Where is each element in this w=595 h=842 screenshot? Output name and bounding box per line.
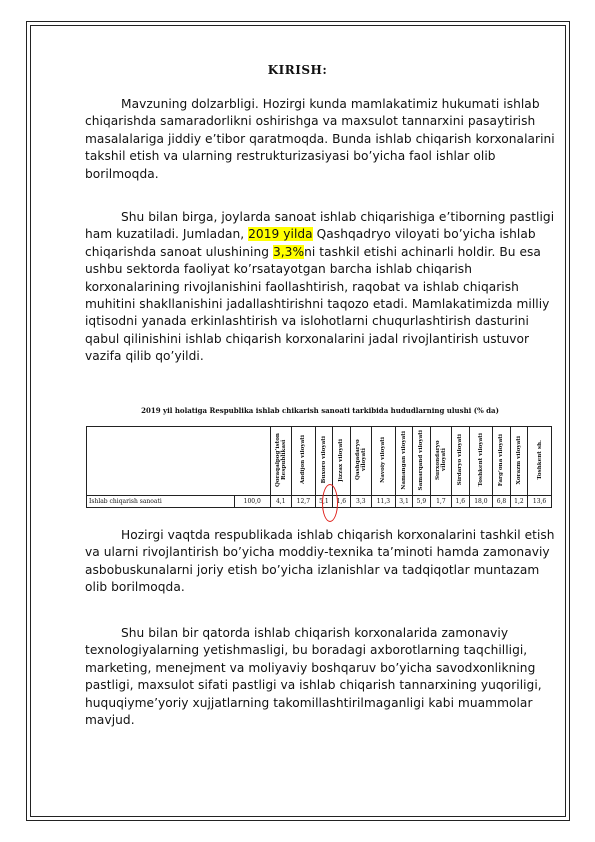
- header-cell: Andijon viloyati: [291, 427, 315, 496]
- total-cell: 100,0: [234, 496, 270, 508]
- highlight-year: 2019 yilda: [248, 227, 313, 242]
- header-cell: Qashqadaryo viloyati: [350, 427, 371, 496]
- table-header-row: [87, 427, 552, 496]
- value-cell: 1,2: [510, 496, 527, 508]
- value-cell: 5,9: [413, 496, 430, 508]
- header-blank-cell: [87, 427, 271, 496]
- paragraph-text: Shu bilan bir qatorda ishlab chiqarish korxonalarida zamonaviy texnologiyalarning yetishmasligi, bu boradagi axborotlarning taqchilligi, marketing, menejment va moliyaviy boshqaruv bo’yicha savodxonlikning pastligi, maxsulot sifati pastligi va ishlab chiqarish tannarxining yuqoriligi, huquqiyme’yoriy xujjatlarning takomillashtirilmaganligi kabi muammolar mavjud.: [85, 626, 542, 728]
- header-cell: Qoraqalpog’iston Respublikasi: [270, 427, 291, 496]
- highlight-percent: 3,3%: [272, 244, 305, 259]
- header-cell: Namangan viloyati: [395, 427, 412, 496]
- paragraph-text-b: Qashqadryo viloyati bo’yicha ishlab chiqarishda sanoat ulushining: [85, 227, 536, 259]
- header-cell: Surxondaryo viloyati: [430, 427, 451, 496]
- value-cell: 1,6: [452, 496, 469, 508]
- regional-share-table: [86, 426, 552, 508]
- value-cell: 13,6: [528, 496, 552, 508]
- section-title: KIRISH:: [267, 63, 328, 77]
- value-cell: 12,7: [291, 496, 315, 508]
- paragraph-research: [85, 527, 555, 597]
- header-cell: Buxoro viloyati: [315, 427, 332, 496]
- value-cell-highlighted: 3,3: [350, 496, 371, 508]
- row-label: Ishlab chiqarish sanoati: [87, 496, 235, 508]
- value-cell: 5,1: [315, 496, 332, 508]
- value-cell: 4,1: [270, 496, 291, 508]
- header-cell: Xorazm viloyati: [510, 427, 527, 496]
- header-cell: Toshkent sh.: [528, 427, 552, 496]
- header-cell: Samarqand viloyati: [413, 427, 430, 496]
- value-cell: 1,7: [430, 496, 451, 508]
- paragraph-relevance: [85, 96, 555, 183]
- value-cell: 3,1: [395, 496, 412, 508]
- header-cell: Farg’ona viloyati: [493, 427, 510, 496]
- header-cell: Navoiy viloyati: [372, 427, 396, 496]
- paragraph-industry-share: [85, 209, 555, 366]
- table-row: [87, 496, 552, 508]
- header-cell: Sirdaryo viloyati: [452, 427, 469, 496]
- paragraph-text: Hozirgi vaqtda respublikada ishlab chiqarish korxonalarini tashkil etish va ularni rivojlantirish bo’yicha moddiy-texnika ta’minoti hamda zamonaviy asbobuskunalarni joriy etish bo’yicha izlanishlar va tadqiqotlar muntazam olib borilmoqda.: [85, 528, 555, 595]
- value-cell: 6,8: [493, 496, 510, 508]
- paragraph-text-c: ni tashkil etishi achinarli holdir. Bu esa ushbu sektorda faoliyat ko’rsatayotgan barcha ishlab chiqarish korxonalarining rivojlanishini faollashtirish, raqobat va ishlab chiqarish muhitini shakllanishini jadallashtirishni taqozo etadi. Mamlakatimizda milliy iqtisodni yanada erkinlashtirish va islohotlarni chuqurlashtirish dasturini qabul qilinishini ishlab chiqarish korxonalarini jadal rivojlantirish ustuvor vazifa qilib qo’yildi.: [85, 244, 550, 364]
- paragraph-problems: [85, 625, 555, 729]
- highlight-circle: [322, 484, 338, 522]
- paragraph-text: Mavzuning dolzarbligi. Hozirgi kunda mamlakatimiz hukumati ishlab chiqarishda samaradorlikni oshirishga va maxsulot tannarxini pasaytirish masalalariga jiddiy e’tibor qaratmoqda. Bunda ishlab chiqarish korxonalarini takshil etish va ularning restrukturizasiyasi bo’yicha faol ishlar olib borilmoqda.: [85, 97, 555, 181]
- value-cell: 11,3: [372, 496, 396, 508]
- value-cell: 1,6: [333, 496, 350, 508]
- header-cell: Jizzax viloyati: [333, 427, 350, 496]
- paragraph-text-a: Shu bilan birga, joylarda sanoat ishlab chiqarishiga e’tiborning pastligi ham kuzatiladi. Jumladan,: [85, 210, 555, 242]
- figure-title: 2019 yil holatiga Respublika ishlab chikarish sanoati tarkibida hududlarning ulushi (% da): [141, 406, 499, 415]
- value-cell: 18,0: [469, 496, 493, 508]
- header-cell: Toshkent viloyati: [469, 427, 493, 496]
